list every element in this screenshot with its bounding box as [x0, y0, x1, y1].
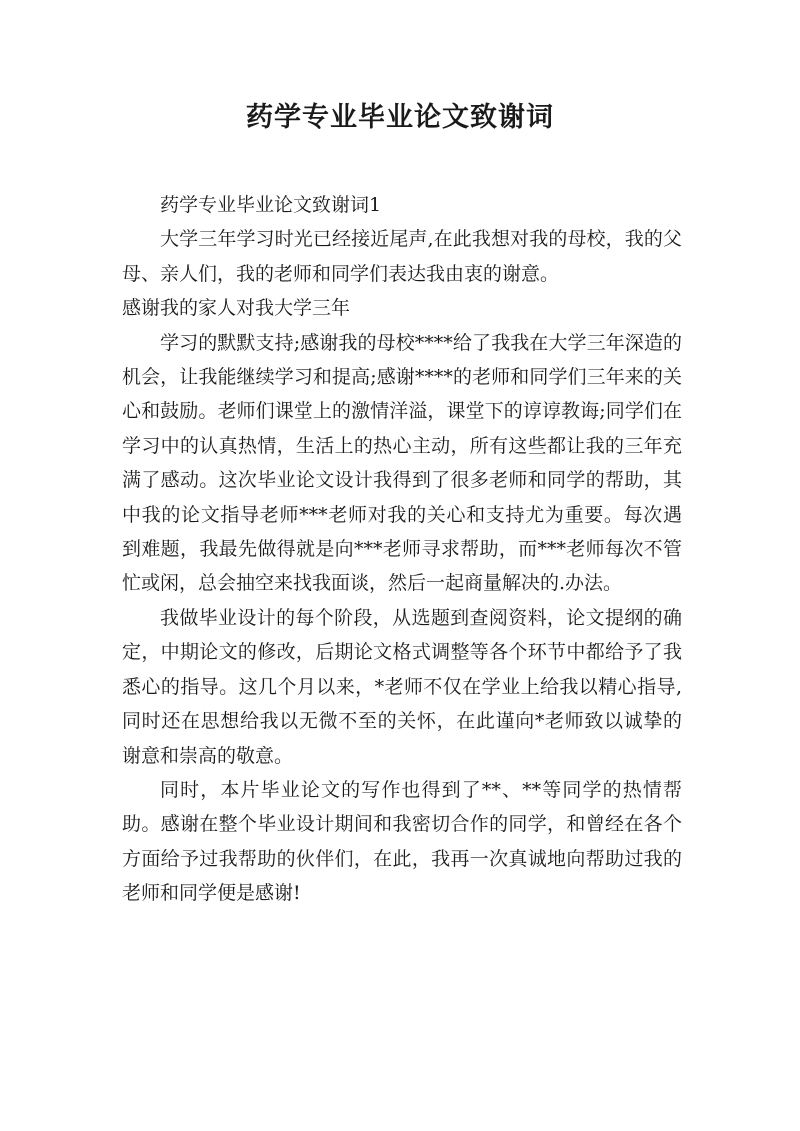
- document-body: [122, 188, 682, 911]
- section-heading: 药学专业毕业论文致谢词1: [160, 194, 382, 216]
- paragraph-intro: 大学三年学习时光已经接近尾声,在此我想对我的母校，我的父母、亲人们，我的老师和同学们表达我由衷的谢意。: [122, 228, 682, 285]
- document-title: 药学专业毕业论文致谢词: [246, 102, 554, 133]
- paragraph-school-teachers: 学习的默默支持;感谢我的母校****给了我我在大学三年深造的机会，让我能继续学习和提高;感谢****的老师和同学们三年来的关心和鼓励。老师们课堂上的激情洋溢，课堂下的谆谆教诲;同学们在学习中的认真热情，生活上的热心主动，所有这些都让我的三年充满了感动。这次毕业论文设计我得到了很多老师和同学的帮助，其中我的论文指导老师***老师对我的关心和支持尤为重要。每次遇到难题，我最先做得就是向***老师寻求帮助，而***老师每次不管忙或闲，总会抽空来找我面谈，然后一起商量解决的.办法。: [122, 331, 682, 595]
- paragraph-classmates: 同时，本片毕业论文的写作也得到了**、**等同学的热情帮助。感谢在整个毕业设计期间和我密切合作的同学，和曾经在各个方面给予过我帮助的伙伴们，在此，我再一次真诚地向帮助过我的老师和同学便是感谢!: [122, 778, 682, 905]
- paragraph-family: 感谢我的家人对我大学三年: [122, 297, 351, 320]
- paragraph-guidance: 我做毕业设计的每个阶段，从选题到查阅资料，论文提纲的确定，中期论文的修改，后期论文格式调整等各个环节中都给予了我悉心的指导。这几个月以来，*老师不仅在学业上给我以精心指导,同时还在思想给我以无微不至的关怀，在此谨向*老师致以诚挚的谢意和崇高的敬意。: [122, 606, 682, 767]
